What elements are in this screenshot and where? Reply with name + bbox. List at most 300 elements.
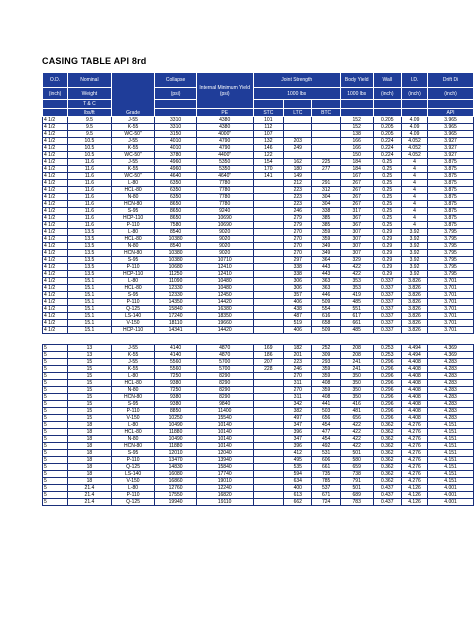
table-cell: 4960 (155, 166, 196, 173)
table-cell (253, 250, 284, 257)
table-cell: HCL-80 (111, 236, 155, 243)
table-cell (312, 173, 340, 180)
table-cell: 5 (43, 457, 68, 464)
table-cell: V-150 (111, 478, 155, 485)
table-cell: 419 (340, 292, 373, 299)
table-cell: 0.224 (373, 138, 401, 145)
table-cell: 350 (340, 380, 373, 387)
table-cell: 509 (312, 299, 340, 306)
table-cell: 5 (43, 352, 68, 359)
table-cell: 4.276 (401, 471, 427, 478)
table-cell (253, 422, 284, 429)
table-cell: 4400" (196, 152, 253, 159)
table-cell: 357 (284, 292, 312, 299)
table-cell: 4.151 (428, 450, 474, 457)
table-cell: 3.927 (428, 145, 474, 152)
table-cell: 169 (253, 345, 284, 352)
table-row (43, 359, 474, 366)
table-cell: 4 1/2 (43, 166, 68, 173)
table-cell: 4.001 (428, 485, 474, 492)
table-cell: 396 (284, 443, 312, 450)
table-cell: P-110 (111, 408, 155, 415)
table-cell: 438 (284, 306, 312, 313)
table-cell: 4380 (196, 117, 253, 124)
table-cell: 21.4 (68, 492, 112, 499)
table-cell: 4790 (196, 138, 253, 145)
table-cell: 16820 (196, 492, 253, 499)
table-cell: 382 (284, 408, 312, 415)
table-row (43, 215, 474, 222)
table-cell: 5 (43, 373, 68, 380)
table-cell: 4 1/2 (43, 152, 68, 159)
table-cell: 10.5 (68, 138, 112, 145)
table-cell: L-80 (111, 278, 155, 285)
table-cell: 446 (312, 292, 340, 299)
table-cell: S-95 (111, 208, 155, 215)
table-cell: 14420 (196, 299, 253, 306)
header-weight: Weight (68, 88, 112, 100)
table-cell (312, 138, 340, 145)
table-cell: 367 (340, 222, 373, 229)
table-cell: 412 (284, 450, 312, 457)
table-cell: 4 1/2 (43, 208, 68, 215)
table-cell: 0.296 (373, 366, 401, 373)
table-cell: 11.6 (68, 159, 112, 166)
table-cell (253, 243, 284, 250)
table-cell: 4870 (196, 345, 253, 352)
table-cell: 291 (312, 180, 340, 187)
table-cell: 3.701 (428, 306, 474, 313)
table-cell: 3.92 (401, 271, 427, 278)
table-cell: 5 (43, 429, 68, 436)
table-row (43, 394, 474, 401)
table-cell (253, 415, 284, 422)
table-cell: 3.701 (428, 313, 474, 320)
table-cell: 501 (340, 450, 373, 457)
table-cell: Q-125 (111, 306, 155, 313)
table-cell: 422 (340, 271, 373, 278)
table-cell: 347 (284, 422, 312, 429)
header-id: I.D. (401, 73, 427, 88)
table-cell (253, 478, 284, 485)
table-cell: 497 (284, 415, 312, 422)
table-cell: 4010 (155, 145, 196, 152)
table-cell: K-55 (111, 145, 155, 152)
table-cell: 0.29 (373, 250, 401, 257)
header-drift-api: API (428, 109, 474, 117)
table-cell (253, 450, 284, 457)
table-cell: 4.276 (401, 464, 427, 471)
table-cell: 3.826 (401, 313, 427, 320)
table-row (43, 208, 474, 215)
table-cell: 4 1/2 (43, 173, 68, 180)
table-cell: 4.276 (401, 429, 427, 436)
table-cell: 3780 (155, 152, 196, 159)
table-cell: 359 (312, 236, 340, 243)
table-cell: 3310 (155, 124, 196, 131)
table-cell: 0.437 (373, 492, 401, 499)
table-cell: 0.362 (373, 471, 401, 478)
table-cell: 10380 (155, 257, 196, 264)
table-cell: 5 (43, 450, 68, 457)
table-cell: 112 (253, 124, 284, 131)
table-cell: 509 (312, 327, 340, 334)
table-cell: HCL-80 (111, 380, 155, 387)
table-row (43, 145, 474, 152)
table-cell: 454 (312, 436, 340, 443)
table-cell: 4.408 (401, 415, 427, 422)
table-cell (284, 152, 312, 159)
table-cell: 662 (284, 499, 312, 506)
table-cell: 267 (340, 187, 373, 194)
table-cell (253, 215, 284, 222)
table-cell (253, 436, 284, 443)
table-cell: 634 (284, 478, 312, 485)
table-cell: 0.362 (373, 422, 401, 429)
table-cell: 4 1/2 (43, 131, 68, 138)
table-cell: 10.5 (68, 145, 112, 152)
table-cell: 5 (43, 359, 68, 366)
table-cell: 5 (43, 345, 68, 352)
table-cell: 408 (312, 380, 340, 387)
table-cell: 4 1/2 (43, 292, 68, 299)
table-cell: 5700 (196, 359, 253, 366)
table-cell: 306 (284, 278, 312, 285)
table-cell: 350 (340, 387, 373, 394)
table-cell: 4.408 (401, 380, 427, 387)
table-cell: 182 (284, 345, 312, 352)
table-cell: 0.296 (373, 373, 401, 380)
table-cell: 3.826 (401, 327, 427, 334)
table-row (43, 222, 474, 229)
table-cell (253, 264, 284, 271)
table-cell: 306 (284, 285, 312, 292)
table-cell: LS-140 (111, 313, 155, 320)
header-drift: Drift Di (428, 73, 474, 88)
table-cell: 4 1/2 (43, 138, 68, 145)
table-cell: 4 1/2 (43, 215, 68, 222)
table-cell: 4.283 (428, 373, 474, 380)
table-cell (253, 401, 284, 408)
table-cell: 15.1 (68, 292, 112, 299)
table-cell: 16080 (155, 471, 196, 478)
table-cell: 4 1/2 (43, 299, 68, 306)
table-cell: 149 (284, 173, 312, 180)
table-cell: 0.437 (373, 499, 401, 506)
table-cell: 5 (43, 478, 68, 485)
table-cell (253, 180, 284, 187)
table-cell: 11400 (196, 408, 253, 415)
table-cell: 350 (340, 394, 373, 401)
table-cell: 783 (340, 499, 373, 506)
table-row (43, 138, 474, 145)
table-row (43, 173, 474, 180)
table-row (43, 415, 474, 422)
table-cell: 359 (312, 229, 340, 236)
table-cell: 146 (253, 145, 284, 152)
table-cell (253, 201, 284, 208)
table-cell: N-80 (111, 436, 155, 443)
table-cell: 4.283 (428, 401, 474, 408)
table-cell: 441 (312, 401, 340, 408)
table-cell: 10140 (196, 422, 253, 429)
table-cell: 396 (284, 429, 312, 436)
table-cell: 8850 (155, 408, 196, 415)
table-cell: K-55 (111, 352, 155, 359)
table-cell: 4.151 (428, 464, 474, 471)
table-cell: 4640" (196, 173, 253, 180)
table-cell: 422 (340, 429, 373, 436)
table-cell: 0.29 (373, 236, 401, 243)
table-cell: 10490 (155, 422, 196, 429)
table-cell: HCN-80 (111, 250, 155, 257)
table-cell: 3.875 (428, 201, 474, 208)
table-cell: 19940 (155, 499, 196, 506)
table-cell: 503 (312, 408, 340, 415)
table-cell: 11880 (155, 429, 196, 436)
table-cell: 0.296 (373, 408, 401, 415)
table-cell: HCP-110 (111, 271, 155, 278)
table-cell: 4.283 (428, 380, 474, 387)
table-cell: 661 (340, 320, 373, 327)
table-cell: 15.1 (68, 285, 112, 292)
table-cell: 207 (253, 359, 284, 366)
table-cell: 3.795 (428, 236, 474, 243)
table-cell: 166 (340, 145, 373, 152)
table-cell: 350 (340, 373, 373, 380)
table-cell: 252 (312, 345, 340, 352)
table-cell: 5 (43, 464, 68, 471)
table-cell (253, 443, 284, 450)
table-cell: 594 (284, 471, 312, 478)
table-cell: 3.965 (428, 131, 474, 138)
table-cell: 454 (312, 422, 340, 429)
table-cell: 613 (284, 492, 312, 499)
table-cell: 267 (340, 180, 373, 187)
table-cell: 4.001 (428, 499, 474, 506)
table-cell: 7250 (155, 387, 196, 394)
table-cell: 13 (68, 352, 112, 359)
table-row (43, 152, 474, 159)
table-cell: 101 (253, 117, 284, 124)
table-cell: 18110 (155, 320, 196, 327)
header-nominal: Nominal (68, 73, 112, 88)
table-cell: J-55 (111, 117, 155, 124)
table-cell: 4.151 (428, 478, 474, 485)
table-cell: 4 (401, 222, 427, 229)
table-cell: 3.701 (428, 292, 474, 299)
table-cell: 3.875 (428, 166, 474, 173)
table-cell: 0.337 (373, 306, 401, 313)
table-cell: 13940 (196, 457, 253, 464)
table-cell: N-80 (111, 387, 155, 394)
table-cell: 0.337 (373, 285, 401, 292)
table-cell: 481 (340, 408, 373, 415)
table-cell: 0.337 (373, 292, 401, 299)
table-cell: 246 (284, 208, 312, 215)
table-cell: 4.126 (401, 485, 427, 492)
table-cell: 13.5 (68, 243, 112, 250)
table-cell: L-80 (111, 485, 155, 492)
table-cell: 0.362 (373, 436, 401, 443)
table-cell: 661 (312, 464, 340, 471)
table-cell: 0.29 (373, 271, 401, 278)
table-cell: 3.795 (428, 257, 474, 264)
table-cell: 10680 (155, 264, 196, 271)
table-cell: 279 (284, 215, 312, 222)
table-cell: 3.875 (428, 159, 474, 166)
table-cell: 495 (284, 457, 312, 464)
table-cell: 4.408 (401, 366, 427, 373)
table-cell (253, 271, 284, 278)
table-cell: 304 (312, 194, 340, 201)
table-cell: S-95 (111, 257, 155, 264)
table-cell: 10480 (196, 278, 253, 285)
table-cell: 9840 (196, 401, 253, 408)
table-cell: 138 (340, 131, 373, 138)
table-cell: 6350 (155, 187, 196, 194)
table-cell: 4.283 (428, 366, 474, 373)
table-row (43, 117, 474, 124)
table-cell: 416 (340, 401, 373, 408)
table-cell: 3.875 (428, 194, 474, 201)
table-cell: 0.29 (373, 257, 401, 264)
table-cell: 7780 (196, 201, 253, 208)
table-cell: P-110 (111, 457, 155, 464)
table-cell: 3.875 (428, 215, 474, 222)
table-cell: 309 (312, 352, 340, 359)
table-row (43, 166, 474, 173)
table-row (43, 313, 474, 320)
table-cell (253, 208, 284, 215)
table-cell: 167 (340, 173, 373, 180)
table-header (43, 73, 474, 117)
table-cell: 364 (312, 257, 340, 264)
table-cell: 671 (312, 492, 340, 499)
table-cell: 17550 (155, 492, 196, 499)
table-cell: 13.5 (68, 236, 112, 243)
table-cell: 14350 (155, 299, 196, 306)
table-cell: 4.276 (401, 436, 427, 443)
table-row (43, 492, 474, 499)
table-row (43, 457, 474, 464)
header-drift-unit: (inch) (428, 88, 474, 100)
table-cell: L-80 (111, 373, 155, 380)
table-cell: 3.826 (401, 292, 427, 299)
header-wall: Wall (373, 73, 401, 88)
table-cell: 132 (253, 138, 284, 145)
table-cell: 15 (68, 394, 112, 401)
table-cell: 4.151 (428, 471, 474, 478)
table-cell: 18 (68, 429, 112, 436)
table-cell: 184 (340, 166, 373, 173)
table-cell: 785 (312, 478, 340, 485)
table-cell: 15.1 (68, 306, 112, 313)
table-cell: 13470 (155, 457, 196, 464)
table-cell: 338 (284, 271, 312, 278)
table-cell: 4 1/2 (43, 222, 68, 229)
table-cell: 3.965 (428, 124, 474, 131)
table-cell: 4.151 (428, 443, 474, 450)
table-row (43, 257, 474, 264)
table-cell: 0.337 (373, 278, 401, 285)
table-cell: 0.224 (373, 145, 401, 152)
table-row (43, 278, 474, 285)
table-cell: 0.205 (373, 131, 401, 138)
table-cell: 422 (340, 422, 373, 429)
header-joint-unit: 1000 lbs (253, 88, 340, 100)
table-cell: 21.4 (68, 485, 112, 492)
table-cell: WC-50" (111, 131, 155, 138)
table-row (43, 250, 474, 257)
table-cell: 4 1/2 (43, 187, 68, 194)
table-cell: 3.826 (401, 278, 427, 285)
header-stc: STC (253, 109, 284, 117)
table-cell: 4 1/2 (43, 194, 68, 201)
table-cell: 3.92 (401, 264, 427, 271)
table-cell (253, 299, 284, 306)
table-cell: 422 (340, 436, 373, 443)
table-cell: 246 (284, 366, 312, 373)
table-cell (253, 257, 284, 264)
table-cell: S-95 (111, 401, 155, 408)
table-cell: 735 (312, 471, 340, 478)
table-cell: 5 (43, 436, 68, 443)
table-cell: K-55 (111, 366, 155, 373)
table-cell: 17240 (155, 313, 196, 320)
table-cell (253, 464, 284, 471)
table-cell: 9020 (196, 243, 253, 250)
table-row (43, 387, 474, 394)
table-cell: 12760 (155, 485, 196, 492)
table-cell: 0.337 (373, 320, 401, 327)
table-cell: 4.408 (401, 394, 427, 401)
table-row (43, 187, 474, 194)
table-cell: 270 (284, 373, 312, 380)
header-collapse-unit: (psi) (155, 88, 196, 100)
table-cell: 12330 (155, 292, 196, 299)
header-od: O.D. (43, 73, 68, 88)
table-cell (253, 320, 284, 327)
table-cell (312, 145, 340, 152)
table-cell: 4 (401, 166, 427, 173)
table-cell: P-110 (111, 222, 155, 229)
table-cell: 241 (340, 366, 373, 373)
table-row (43, 422, 474, 429)
table-cell: 0.296 (373, 380, 401, 387)
table-cell: 4.052 (401, 152, 427, 159)
table-cell: 617 (340, 313, 373, 320)
table-cell: 4140 (155, 352, 196, 359)
table-cell: 14341 (155, 327, 196, 334)
table-cell: 5 (43, 380, 68, 387)
table-cell: 5 (43, 471, 68, 478)
table-cell (253, 229, 284, 236)
table-cell: 3.701 (428, 278, 474, 285)
table-cell (312, 117, 340, 124)
table-cell: 270 (284, 243, 312, 250)
table-cell: 270 (284, 387, 312, 394)
table-cell: 4 1/2 (43, 250, 68, 257)
table-cell: 3.795 (428, 250, 474, 257)
table-cell: 13.5 (68, 271, 112, 278)
table-cell: 349 (312, 250, 340, 257)
table-cell: 13.5 (68, 257, 112, 264)
table-cell: 659 (340, 464, 373, 471)
table-row (43, 201, 474, 208)
table-cell: 10690 (196, 215, 253, 222)
table-cell: L-80 (111, 229, 155, 236)
